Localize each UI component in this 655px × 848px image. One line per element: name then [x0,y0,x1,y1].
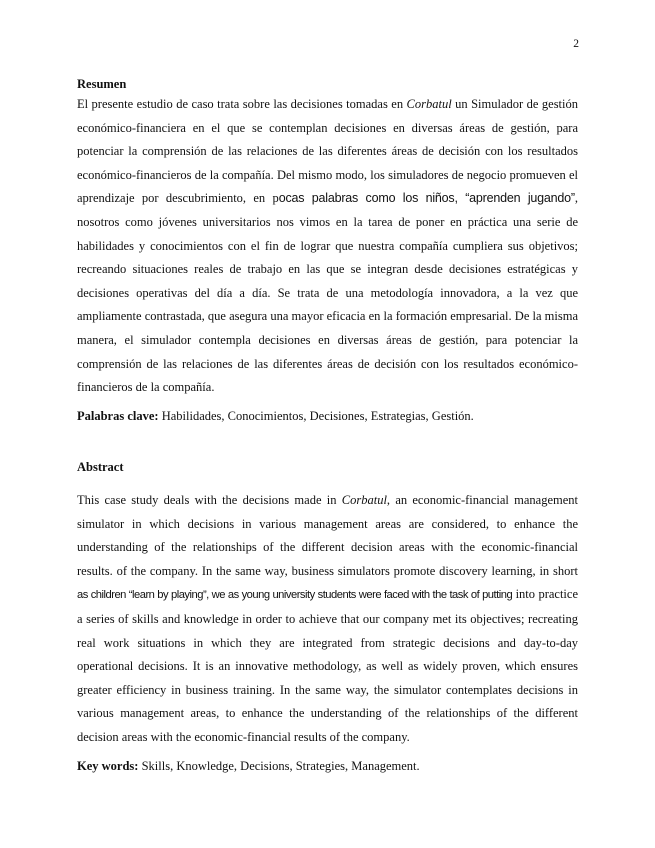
resumen-section [77,77,578,424]
abstract-text-part-1: This case study deals with the decisions made in [77,493,342,507]
page-number: 2 [573,38,579,50]
abstract-text-part-alt: as children “learn by playing”, we as young university students were faced with the task of putting [77,589,513,602]
resumen-simulator-name: Corbatul [406,97,452,111]
abstract-heading: Abstract [77,460,124,474]
abstract-section [77,460,578,774]
abstract-keywords-text: Skills, Knowledge, Decisions, Strategies, Management. [138,758,420,773]
abstract-keywords [77,758,578,774]
resumen-keywords-label: Palabras clave: [77,408,159,423]
resumen-text-part-alt: ocas palabras como los niños, “aprenden jugando” [278,191,575,206]
abstract-simulator-name: Corbatul [341,493,387,507]
resumen-text-part-3: , nosotros como jóvenes universitarios nos vimos en la tarea de poner en práctica una serie de habilidades y conocimientos con el fin de lograr que nuestra compañía cumpliera sus objetivos; recreando situaciones reales de trabajo en las que se integran desde decisiones estratégicas y decisiones operativas del día a día. Se trata de una metodología innovadora, a la vez que ampliamente contrastada, que asegura una mayor eficacia en la formación empresarial. De la misma manera, el simulador contempla decisiones en diversas áreas de gestión, para potenciar la comprensión de las relaciones de las diferentes áreas de decisión con los resultados económico-financieros de la compañía. [77,191,579,395]
resumen-paragraph [77,93,578,400]
resumen-text-part-1: El presente estudio de caso trata sobre las decisiones tomadas en [77,97,407,111]
resumen-keywords-text: Habilidades, Conocimientos, Decisiones, Estrategias, Gestión. [158,408,474,423]
abstract-text-part-3: into practice a series of skills and knowledge in order to achieve that our company met its objectives; recreating real work situations in which they are integrated from strategic decisions and day-to-day operational decisions. It is an innovative methodology, as well as widely proven, which ensures greater efficiency in business training. In the same way, the simulator contemplates decisions in various management areas, to enhance the understanding of the relationships of the different decision areas with the economic-financial results of the company. [77,587,578,744]
resumen-keywords [77,408,578,424]
abstract-paragraph [77,489,578,750]
abstract-text-part-2: , an economic-financial management simulator in which decisions in various management areas are considered, to enhance the understanding of the relationships of the different decision areas with the economic-financial results. of the company. In the same way, business simulators promote discovery learning, in short [77,493,579,578]
resumen-text-part-2: un Simulador de gestión económico-financiera en el que se contemplan decisiones en diversas áreas de gestión, para potenciar la comprensión de las relaciones de las diferentes áreas de decisión con los resultados económico-financieros de la compañía. Del mismo modo, los simuladores de negocio promueven el aprendizaje por descubrimiento, en p [77,97,578,206]
resumen-heading: Resumen [77,77,127,91]
abstract-keywords-label: Key words: [77,758,139,773]
